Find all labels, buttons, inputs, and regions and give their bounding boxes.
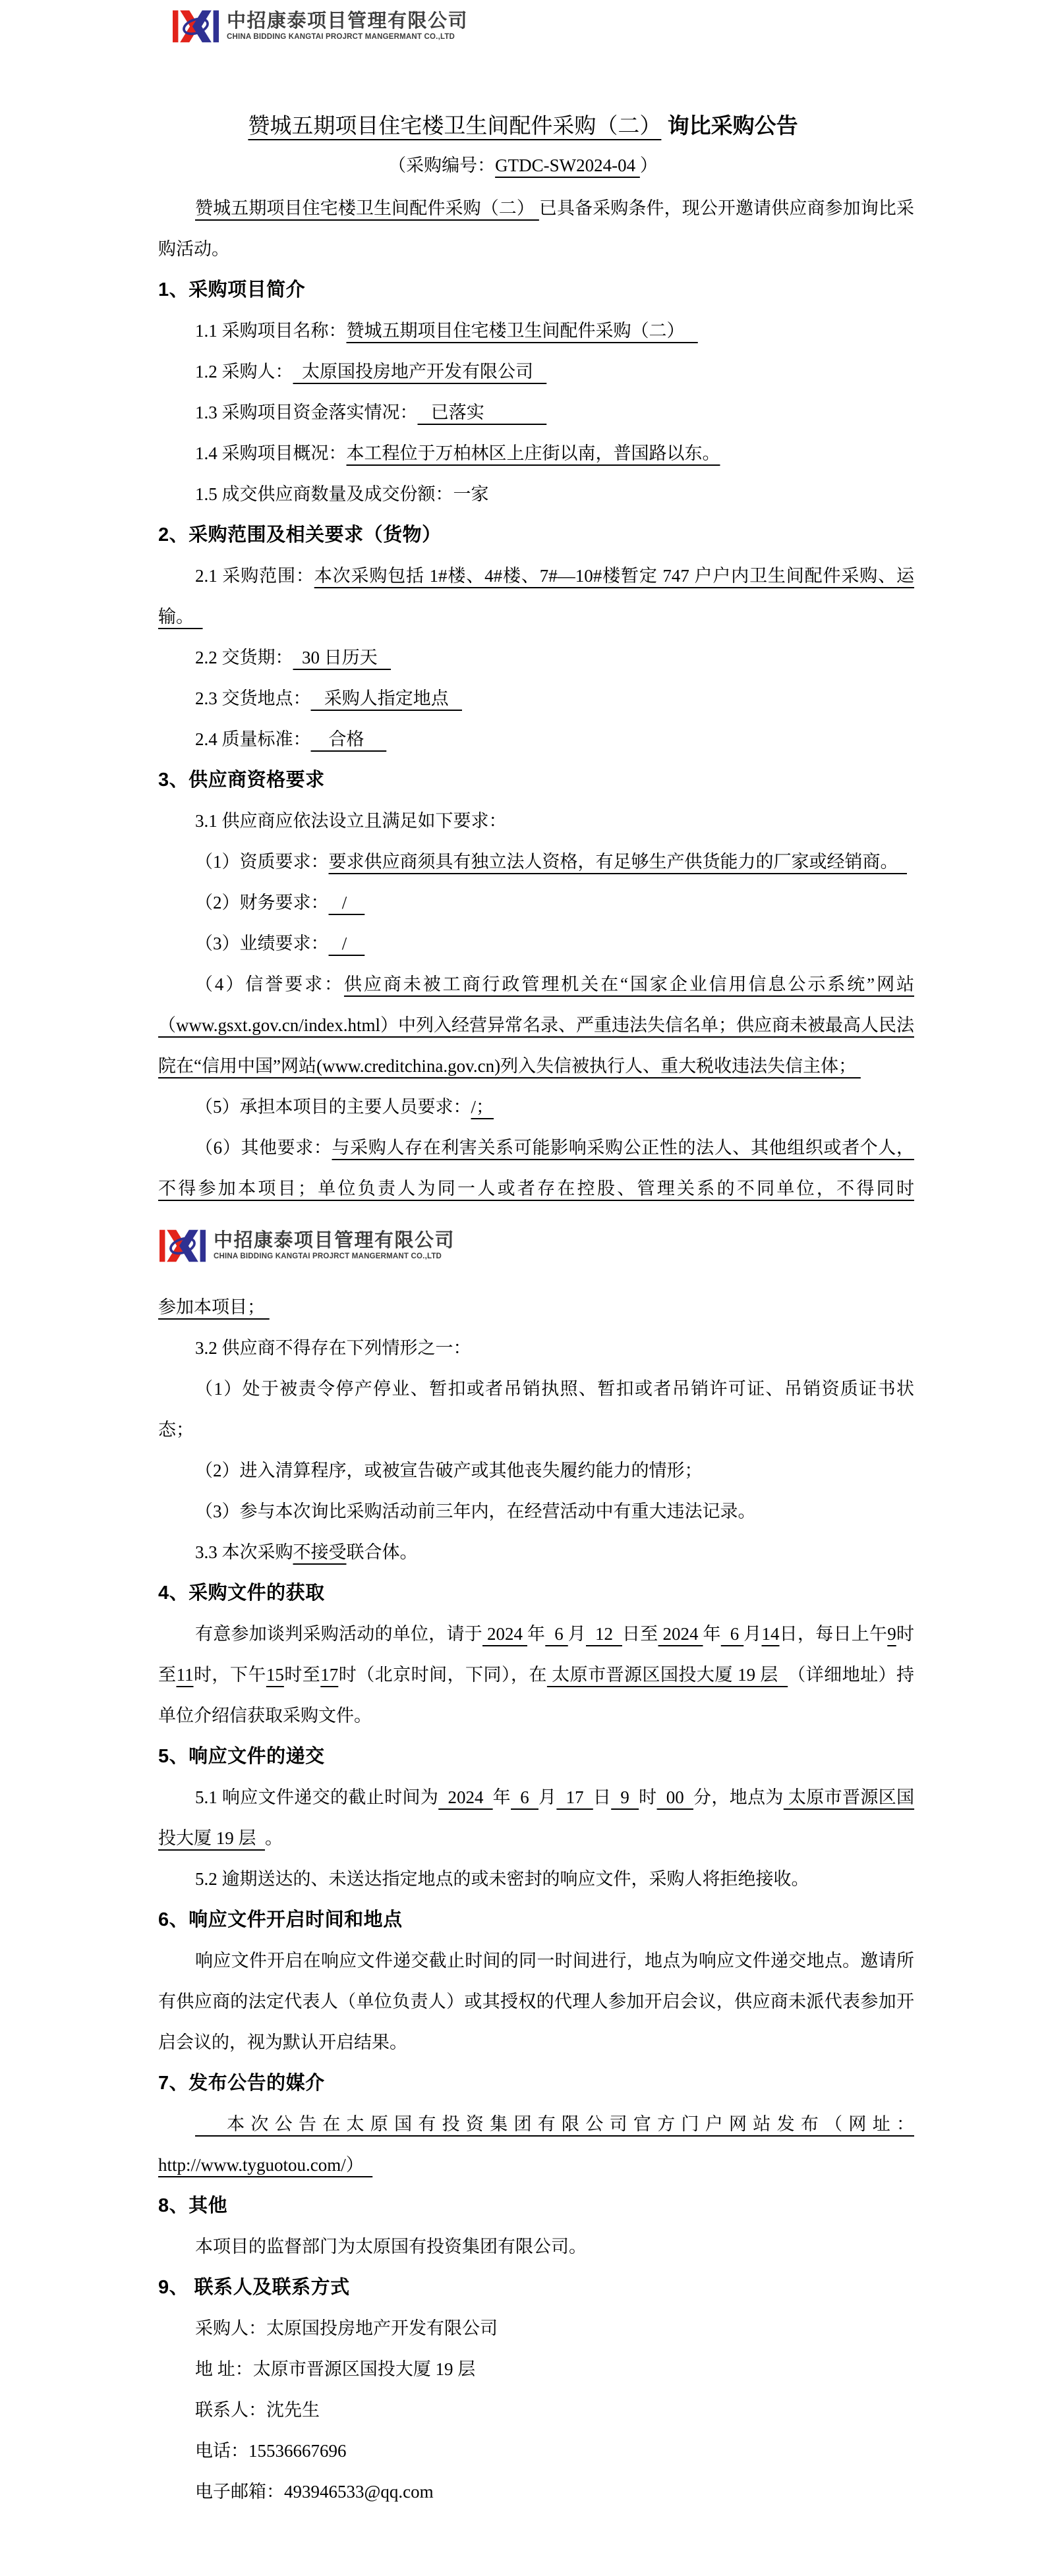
text-run: （3）参与本次询比采购活动前三年内，在经营活动中有重大违法记录。 (195, 1501, 756, 1521)
paragraph (158, 800, 914, 841)
paragraph (158, 2349, 914, 2390)
text-run: 7、发布公告的媒介 (158, 2072, 325, 2094)
document-page (0, 9, 1046, 2512)
underlined-text: 2024 (658, 1623, 703, 1644)
paragraph (158, 1859, 914, 1899)
underlined-text: 6 (545, 1623, 568, 1644)
procurement-number-prefix: （采购编号： (388, 155, 496, 175)
text-run: 时 (639, 1787, 657, 1807)
procurement-number-suffix: ） (639, 155, 658, 175)
text-run: （4）信誉要求： (195, 974, 344, 994)
paragraph (158, 1532, 914, 1573)
text-run: 日 (593, 1787, 612, 1807)
text-run: 2.2 交货期： (195, 647, 293, 667)
text-run: （1）处于被责令停产停业、暂扣或者吊销执照、暂扣或者吊销许可证、吊销资质证书状态； (158, 1378, 914, 1440)
title-notice-type: 询比采购公告 (661, 113, 798, 138)
text-run: 有意参加谈判采购活动的单位，请于 (195, 1623, 482, 1644)
text-run: 时（北京时间，下同），在 (338, 1664, 547, 1685)
paragraph (158, 2471, 914, 2512)
underlined-text: 赞城五期项目住宅楼卫生间配件采购（二） (346, 320, 698, 341)
underlined-text: 参加本项目； (158, 1297, 270, 1317)
section-heading (158, 2185, 914, 2226)
text-run: （2）财务要求： (195, 892, 329, 912)
procurement-number: GTDC-SW2024-04 (495, 155, 640, 175)
logo-text (214, 1230, 455, 1262)
underlined-text: 17 (556, 1787, 593, 1807)
text-run: 分，地点为 (693, 1787, 784, 1807)
section-heading (158, 2267, 914, 2308)
paragraph (158, 1287, 914, 1328)
paragraph (158, 433, 914, 474)
text-run: 年 (492, 1787, 511, 1807)
text-run: 日至 (622, 1623, 658, 1644)
document-body (158, 188, 914, 2512)
underlined-text: 6 (511, 1787, 538, 1807)
paragraph (158, 1368, 914, 1450)
text-run: 2.4 质量标准： (195, 729, 311, 749)
company-logo (173, 9, 468, 43)
underlined-text: 2024 (438, 1787, 493, 1807)
text-run: 3.2 供应商不得存在下列情形之一： (195, 1337, 471, 1358)
paragraph (158, 188, 914, 269)
procurement-number-line (0, 154, 1046, 177)
paragraph (158, 841, 914, 882)
paragraph (158, 964, 914, 1086)
text-run: 2.1 采购范围： (195, 565, 314, 586)
company-name-cn: 中招康泰项目管理有限公司 (214, 1229, 455, 1251)
paragraph (158, 2430, 914, 2471)
paragraph (158, 555, 914, 637)
paragraph (158, 637, 914, 678)
text-run: （3）业绩要求： (195, 933, 329, 953)
paragraph (158, 310, 914, 351)
underlined-text: 9 (611, 1787, 639, 1807)
text-run: 时至 (158, 1623, 914, 1685)
underlined-text: 本工程位于万柏林区上庄街以南，普国路以东。 (346, 443, 720, 463)
underlined-text: 合格 (310, 729, 387, 749)
underlined-text: 太原市晋源区国投大厦 19 层 (546, 1664, 788, 1685)
underlined-text: /； (471, 1096, 494, 1117)
page2-header (160, 1229, 914, 1271)
underlined-text: 要求供应商须具有独立法人资格，有足够生产供货能力的厂家或经销商。 (328, 851, 907, 872)
text-run: 年 (703, 1623, 721, 1644)
underlined-text: / (328, 892, 365, 912)
text-run: 1.4 采购项目概况： (195, 443, 347, 463)
logo-text (227, 11, 468, 42)
underlined-text: 采购人指定地点 (310, 688, 462, 708)
text-run: 月 (538, 1787, 557, 1807)
text-run: 5、响应文件的递交 (158, 1745, 325, 1767)
section-heading (158, 269, 914, 310)
paragraph (158, 1613, 914, 1736)
text-run: 已具备采购条件，现公开邀请供应商参加询比采购活动。 (158, 198, 914, 259)
kangtai-logo-icon (173, 9, 219, 43)
underlined-text: 00 (656, 1787, 693, 1807)
paragraph (158, 1086, 914, 1127)
kangtai-logo-icon (160, 1229, 206, 1263)
text-run: （5）承担本项目的主要人员要求： (195, 1096, 471, 1117)
text-run: 9、 联系人及联系方式 (158, 2276, 350, 2298)
underlined-text: 17 (320, 1664, 339, 1685)
section-heading (158, 1573, 914, 1613)
company-logo (160, 1229, 455, 1263)
paragraph (158, 351, 914, 392)
text-run: 地 址：太原市晋源区国投大厦 19 层 (195, 2359, 476, 2379)
text-run: 月 (743, 1623, 762, 1644)
procurement-notice-document (0, 9, 1046, 2576)
text-run: 2、采购范围及相关要求（货物） (158, 524, 442, 546)
text-run: （1）资质要求： (195, 851, 329, 872)
underlined-text: 太原市晋源区国投大厦 19 层 (158, 1787, 915, 1848)
title-project-name: 赞城五期项目住宅楼卫生间配件采购（二） (248, 115, 662, 138)
underlined-text: 6 (720, 1623, 744, 1644)
text-run: 时至 (283, 1664, 321, 1685)
paragraph (158, 392, 914, 433)
text-run: 时，下午 (193, 1664, 266, 1685)
underlined-text: 2024 (482, 1623, 527, 1644)
text-run: 本项目的监督部门为太原国有投资集团有限公司。 (195, 2236, 587, 2256)
text-run: 1、采购项目简介 (158, 279, 306, 300)
underlined-text: 14 (761, 1623, 780, 1644)
text-run: （详细地址）持单位介绍信获取采购文件。 (158, 1664, 915, 1725)
company-name-en: CHINA BIDDING KANGTAI PROJRCT MANGERMANT CO.,LTD (227, 33, 455, 42)
text-run: 。 (265, 1828, 283, 1848)
text-run: 3.3 本次采购 (195, 1542, 293, 1562)
text-run: 联系人：沈先生 (195, 2399, 320, 2420)
paragraph (158, 719, 914, 760)
text-run: 2.3 交货地点： (195, 688, 311, 708)
paragraph (158, 923, 914, 964)
company-name-cn: 中招康泰项目管理有限公司 (227, 10, 469, 32)
underlined-text: 12 (586, 1623, 622, 1644)
paragraph (158, 474, 914, 515)
paragraph (158, 1491, 914, 1532)
underlined-text: 供应商未被工商行政管理机关在“国家企业信用信息公示系统”网站（www.gsxt.gov.cn/index.html）中列入经营异常名录、严重违法失信名单；供应商未被最高人民法院在“信用中国”网站(www.creditchina.gov.cn)列入失信被执行人、重大税收违法失信主体； (158, 974, 915, 1076)
section-heading (158, 515, 914, 555)
paragraph (158, 1127, 914, 1209)
underlined-text: 不接受 (293, 1542, 347, 1562)
paragraph (158, 1328, 914, 1368)
paragraph (158, 2308, 914, 2349)
text-run: （2）进入清算程序，或被宣告破产或其他丧失履约能力的情形； (195, 1460, 703, 1480)
paragraph (158, 2104, 914, 2185)
paragraph (158, 1450, 914, 1491)
paragraph (158, 1940, 914, 2063)
text-run: 联合体。 (346, 1542, 418, 1562)
text-run: （6）其他要求： (195, 1137, 332, 1158)
underlined-text: 赞城五期项目住宅楼卫生间配件采购（二） (195, 198, 539, 218)
text-run: 电子邮箱：493946533@qq.com (195, 2481, 434, 2502)
company-name-en: CHINA BIDDING KANGTAI PROJRCT MANGERMANT CO.,LTD (214, 1252, 442, 1261)
text-run: 响应文件开启在响应文件递交截止时间的同一时间进行，地点为响应文件递交地点。邀请所有供应商的法定代表人（单位负责人）或其授权的代理人参加开启会议，供应商未派代表参加开启会议的，视为默认开启结果。 (158, 1950, 914, 2052)
text-run: 1.5 成交供应商数量及成交份额：一家 (195, 484, 489, 504)
paragraph (158, 882, 914, 923)
text-run: 1.1 采购项目名称： (195, 320, 347, 341)
text-run: 3.1 供应商应依法设立且满足如下要求： (195, 810, 507, 831)
underlined-text: 15 (266, 1664, 284, 1685)
text-run: 日，每日上午 (779, 1623, 888, 1644)
text-run: 1.3 采购项目资金落实情况： (195, 402, 418, 422)
text-run: 5.1 响应文件递交的截止时间为 (195, 1787, 439, 1807)
underlined-text: 太原国投房地产开发有限公司 (293, 361, 547, 381)
section-heading (158, 1736, 914, 1777)
underlined-text: 30 日历天 (293, 647, 391, 667)
underlined-text: 本次公告在太原国有投资集团有限公司官方门户网站发布（网址：http://www.tyguotou.com/） (158, 2114, 914, 2175)
text-run: 8、其他 (158, 2195, 228, 2216)
underlined-text: 与采购人存在利害关系可能影响采购公正性的法人、其他组织或者个人，不得参加本项目；单位负责人为同一人或者存在控股、管理关系的不同单位，不得同时 (158, 1137, 915, 1198)
underlined-text: 已落实 (417, 402, 547, 422)
section-heading (158, 2063, 914, 2104)
text-run: 采购人：太原国投房地产开发有限公司 (195, 2318, 498, 2338)
underlined-text: / (328, 933, 365, 953)
paragraph (158, 1777, 914, 1859)
paragraph (158, 2390, 914, 2430)
page1-header (173, 9, 1046, 51)
underlined-text: 本次采购包括 1#楼、4#楼、7#—10#楼暂定 747 户户内卫生间配件采购、运输。 (158, 565, 915, 627)
text-run: 月 (567, 1623, 586, 1644)
text-run: 3、供应商资格要求 (158, 769, 325, 791)
text-run: 5.2 逾期送达的、未送达指定地点的或未密封的响应文件，采购人将拒绝接收。 (195, 1868, 809, 1889)
document-title (0, 112, 1046, 141)
text-run: 4、采购文件的获取 (158, 1582, 325, 1604)
section-heading (158, 760, 914, 800)
underlined-text: 11 (176, 1664, 194, 1685)
text-run: 1.2 采购人： (195, 361, 293, 381)
underlined-text: 9 (887, 1623, 896, 1644)
section-heading (158, 1899, 914, 1940)
text-run: 6、响应文件开启时间和地点 (158, 1909, 403, 1930)
paragraph (158, 2226, 914, 2267)
text-run: 年 (527, 1623, 546, 1644)
text-run: 电话：15536667696 (195, 2440, 347, 2461)
paragraph (158, 678, 914, 719)
